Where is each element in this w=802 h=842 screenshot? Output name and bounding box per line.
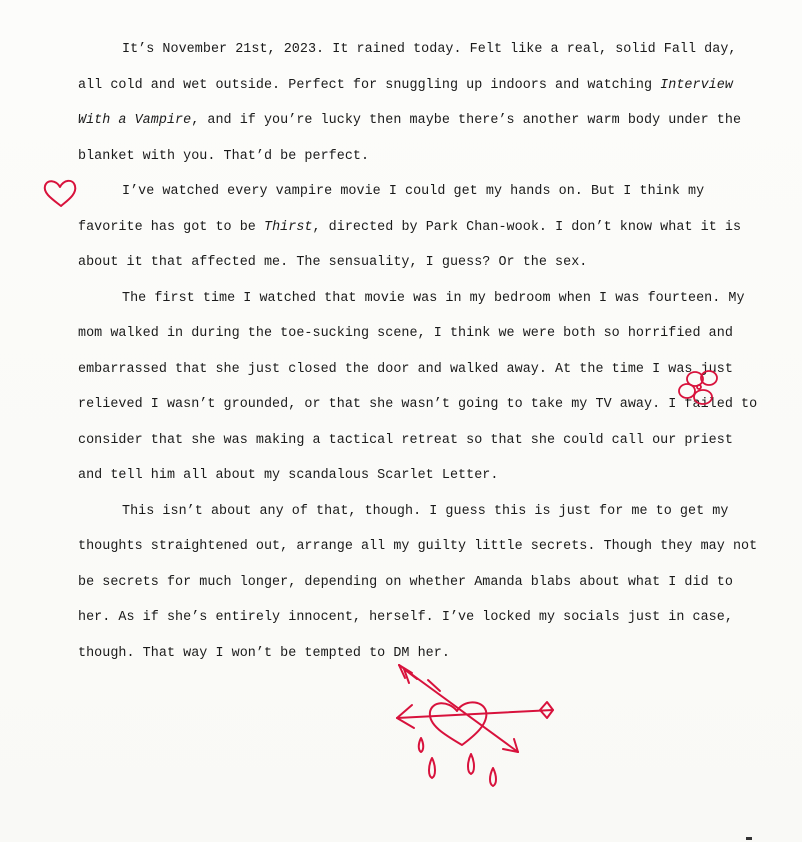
journal-text	[78, 32, 762, 671]
paragraph-1	[78, 32, 762, 174]
paragraph-2-part-1: I’ve watched every vampire movie I could get my hands on. But I think my favorite has got to be	[78, 184, 705, 235]
paragraph-1-part-3: , and if you’re lucky then maybe there’s another warm body under the blanket with you. That’d be perfect.	[78, 113, 742, 164]
paragraph-2	[78, 174, 762, 281]
pierced-heart-doodle	[397, 665, 553, 786]
paragraph-4	[78, 494, 762, 672]
paragraph-1-part-1: It’s November 21st, 2023. It rained today. Felt like a real, solid Fall day, all cold and wet outside. Perfect for snuggling up indoors and watching	[78, 42, 737, 93]
paragraph-3-text: The first time I watched that movie was in my bedroom when I was fourteen. My mom walked in during the toe-sucking scene, I think we were both so horrified and embarrassed that she just closed the door and walked away. At the time I was just relieved I wasn’t grounded, or that she wasn’t going to take my TV away. I failed to consider that she was making a tactical retreat so that she could call our priest and tell him all about my scandalous Scarlet Letter.	[78, 290, 758, 483]
heart-doodle	[45, 181, 76, 206]
paragraph-1-title-interview-with-a-vampire: Interview With a Vampire	[78, 77, 733, 128]
paragraph-2-title-thirst: Thirst	[263, 219, 313, 235]
paragraph-3	[78, 281, 762, 494]
scan-mark	[746, 837, 752, 840]
paragraph-2-part-3: , directed by Park Chan-wook. I don’t know what it is about it that affected me. The sensuality, I guess? Or the sex.	[78, 219, 742, 270]
paragraph-4-text: This isn’t about any of that, though. I guess this is just for me to get my thoughts straightened out, arrange all my guilty little secrets. Though they may not be secrets for much longer, depending on whether Amanda blabs about what I did to her. As if she’s entirely innocent, herself. I’ve locked my socials just in case, though. That way I won’t be tempted to DM her.	[78, 503, 758, 661]
